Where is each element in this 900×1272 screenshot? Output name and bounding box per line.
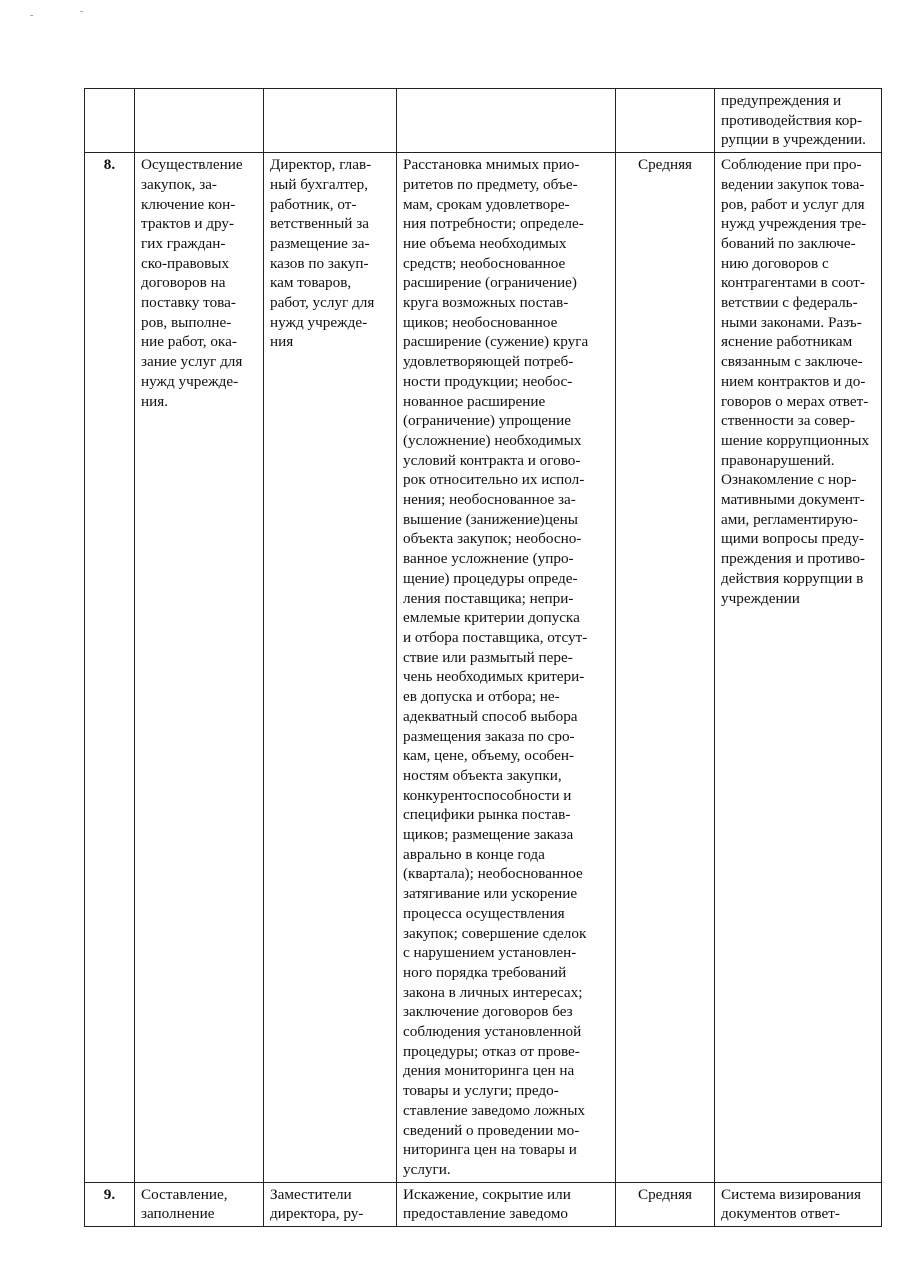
risks-cell: Расстановка мнимых прио- ритетов по предмету, объе- мам, срокам удовлетворе- ния потребности; определе- ние объема необходимых средств; необоснованное расширение (ограничение) круга возможных постав- щиков; необоснованное расширение (сужение) круга удовлетворяющей потреб- ности продукции; необос- нованное расширение (ограничение) упрощение (усложнение) необходимых условий контракта и огово- рок относительно их испол- нения; необоснованное за- вышение (занижение)цены объекта закупок; необосно- ванное усложнение (упро- щение) процедуры опреде- ления поставщика; непри- емлемые критерии допуска и отбора поставщика, отсут- ствие или размытый пере- чень необходимых критери- ев допуска и отбора; не- адекватный способ выбора размещения заказа по сро- кам, цене, объему, особен- ностям объекта закупки, конкурентоспособности и специфики рынка постав- щиков; размещение заказа аврально в конце года (квартала); необоснованное затягивание или ускорение процесса осуществления закупок; совершение сделок с нарушением установлен- ного порядка требований закона в личных интересах; заключение договоров без соблюдения установленной процедуры; отказ от прове- дения мониторинга цен на товары и услуги; предо- ставление заведомо ложных сведений о проведении мо- ниторинга цен на товары и услуги.	[397, 153, 616, 1183]
positions-cell: Заместители директора, ру-	[264, 1182, 397, 1226]
risk-level-cell: Средняя	[616, 1182, 715, 1226]
scan-mark-right: -	[80, 6, 84, 17]
table-row	[85, 89, 882, 153]
table-row	[85, 153, 882, 1183]
table-row	[85, 1182, 882, 1226]
process-cell: Осуществление закупок, за- ключение кон- трактов и дру- гих граждан- ско-правовых договоров на поставку това- ров, выполне- ние работ, ока- зание услуг для нужд учрежде- ния.	[135, 153, 264, 1183]
measures-cell: предупреждения и противодействия кор- рупции в учреждении.	[715, 89, 882, 153]
positions-cell: Директор, глав- ный бухгалтер, работник, от- ветственный за размещение за- казов по закуп- кам товаров, работ, услуг для нужд учрежде- ния	[264, 153, 397, 1183]
row-number-cell: 9.	[85, 1182, 135, 1226]
risks-cell: Искажение, сокрытие или предоставление заведомо	[397, 1182, 616, 1226]
process-cell	[135, 89, 264, 153]
scan-mark-left: -	[30, 10, 34, 21]
measures-cell: Система визирования документов ответ-	[715, 1182, 882, 1226]
positions-cell	[264, 89, 397, 153]
risk-level-cell: Средняя	[616, 153, 715, 1183]
row-number-cell: 8.	[85, 153, 135, 1183]
row-number-cell	[85, 89, 135, 153]
risks-cell	[397, 89, 616, 153]
measures-cell: Соблюдение при про- ведении закупок това- ров, работ и услуг для нужд учреждения тре- бований по заключе- нию договоров с контрагентами в соот- ветствии с федераль- ными законами. Разъ- яснение работникам связанным с заключе- нием контрактов и до- говоров о мерах ответ- ственности за совер- шение коррупционных правонарушений. Ознакомление с нор- мативными документ- ами, регламентирую- щими вопросы преду- преждения и противо- действия коррупции в учреждении	[715, 153, 882, 1183]
risk-level-cell	[616, 89, 715, 153]
process-cell: Составление, заполнение	[135, 1182, 264, 1226]
corruption-risk-table	[84, 88, 882, 1227]
